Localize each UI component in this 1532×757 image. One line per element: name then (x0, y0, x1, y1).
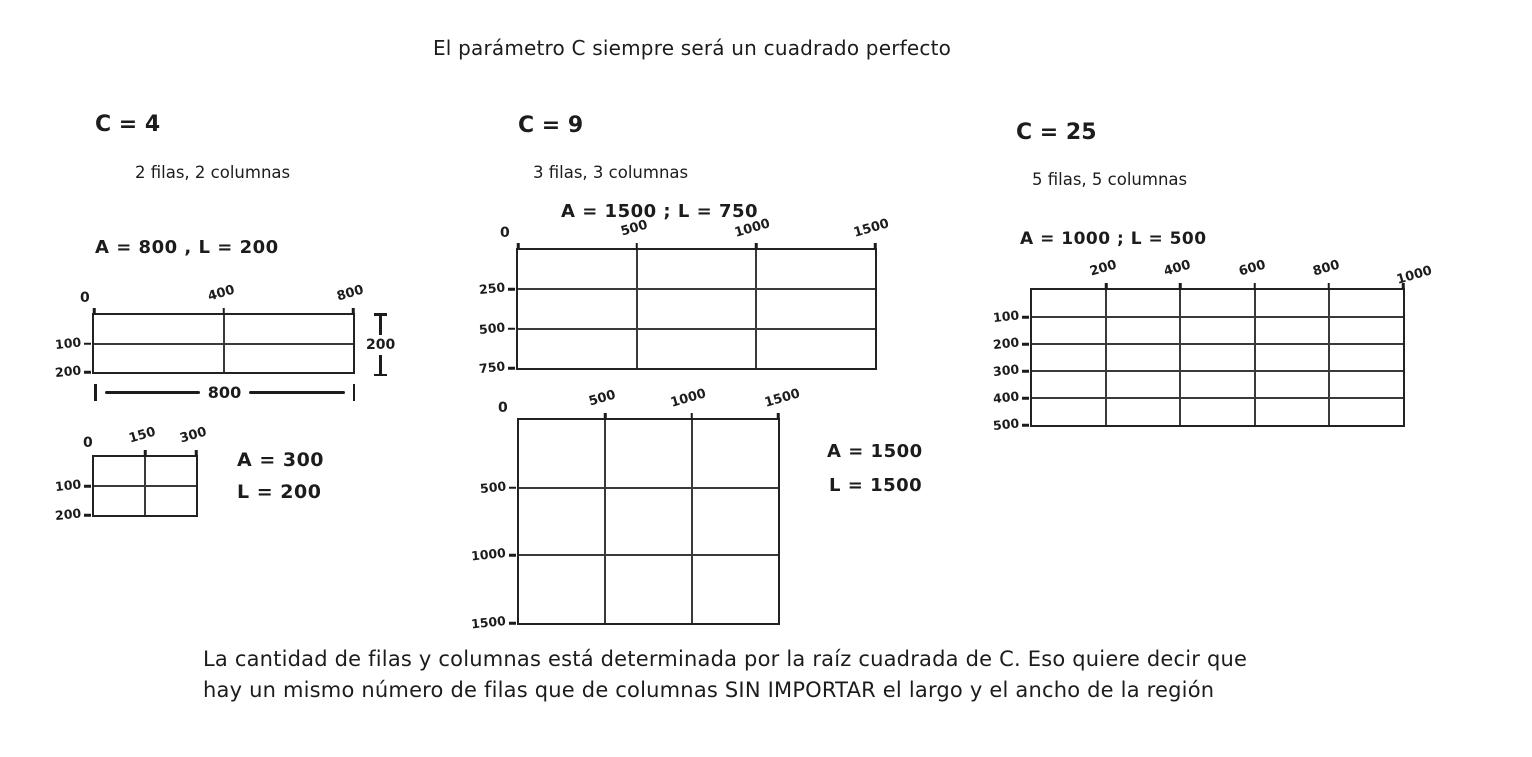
bracket-cap (353, 384, 356, 401)
tick-mark (636, 243, 639, 250)
tick-label: 100 (54, 333, 82, 352)
grid-line (519, 487, 778, 489)
tick-mark (874, 243, 877, 250)
c25-heading: C = 25 (1016, 120, 1097, 145)
c4-subheading: 2 filas, 2 columnas (135, 163, 291, 182)
bracket-cap (374, 374, 387, 377)
tick-label: 1000 (470, 545, 507, 564)
tick-mark (1253, 283, 1256, 290)
tick-mark (1022, 424, 1029, 427)
grid-line (94, 485, 196, 487)
tick-label: 1500 (762, 386, 802, 411)
tick-mark (508, 288, 515, 291)
grid-line (755, 250, 757, 368)
tick-label: 0 (83, 435, 93, 451)
c4-grid-300x200 (54, 424, 209, 524)
tick-mark (755, 243, 758, 250)
tick-mark (1105, 283, 1108, 290)
page-title: El parámetro C siempre será un cuadrado perfecto (432, 36, 952, 60)
tick-label: 200 (54, 505, 82, 524)
tick-mark (352, 308, 355, 315)
tick-label: 250 (478, 279, 506, 298)
c4-heading: C = 4 (95, 112, 161, 137)
tick-mark (1022, 316, 1029, 319)
c9-subheading: 3 filas, 3 columnas (533, 163, 689, 182)
tick-mark (508, 367, 515, 370)
tick-label: 500 (619, 217, 650, 240)
c9-grid-1500x750 (478, 216, 891, 377)
tick-mark (509, 554, 516, 557)
grid-line (691, 420, 693, 623)
tick-label: 1500 (851, 216, 891, 241)
height-dimension-bracket (366, 313, 395, 376)
bracket-line (105, 391, 200, 394)
bracket-line (379, 355, 382, 374)
footer-line-2: hay un mismo número de filas que de columnas SIN IMPORTAR el largo y el ancho de la región (203, 678, 1215, 702)
tick-mark (509, 486, 516, 489)
bracket-cap (94, 384, 97, 401)
grid-line (1032, 370, 1403, 372)
c9-square-grid-area-label: A = 1500 (827, 441, 923, 462)
c9-heading: C = 9 (518, 113, 584, 138)
tick-mark (84, 342, 91, 345)
tick-mark (84, 485, 91, 488)
footer-line-1: La cantidad de filas y columnas está determinada por la raíz cuadrada de C. Eso quiere decir que (203, 647, 1248, 671)
tick-label: 1500 (470, 612, 507, 632)
grid-line (1328, 290, 1330, 425)
tick-mark (144, 450, 147, 457)
tick-mark (84, 514, 91, 517)
tick-label: 0 (80, 290, 90, 306)
tick-label: 300 (992, 361, 1020, 380)
tick-mark (777, 413, 780, 420)
tick-label: 400 (992, 388, 1020, 407)
tick-label: 1000 (732, 216, 772, 241)
tick-label: 0 (500, 225, 510, 241)
tick-label: 500 (992, 415, 1020, 434)
c4-small-grid-length-label: L = 200 (237, 481, 322, 503)
grid-line (518, 288, 875, 290)
width-dimension-label: 800 (207, 383, 242, 402)
tick-label: 200 (992, 334, 1020, 353)
tick-label: 500 (478, 319, 506, 337)
grid-line (1254, 290, 1256, 425)
tick-mark (508, 327, 515, 330)
tick-mark (509, 622, 516, 625)
bracket-line (249, 391, 344, 394)
tick-mark (1022, 343, 1029, 346)
tick-label: 750 (478, 358, 506, 377)
tick-label: 0 (498, 400, 508, 416)
bracket-line (379, 316, 382, 335)
grid-line (1032, 397, 1403, 399)
tick-mark (517, 243, 520, 250)
c25-subheading: 5 filas, 5 columnas (1032, 170, 1188, 189)
grid-line (1032, 316, 1403, 318)
c9-grid-1500x1500 (470, 386, 802, 632)
height-dimension-label: 200 (366, 336, 396, 353)
tick-mark (1022, 370, 1029, 373)
grid-line (1105, 290, 1107, 425)
footer-note (203, 644, 1247, 706)
grid-line (518, 328, 875, 330)
c25-area-length-label: A = 1000 ; L = 500 (1020, 229, 1207, 249)
tick-label: 150 (127, 424, 158, 447)
tick-mark (1179, 283, 1182, 290)
c4-area-length-label: A = 800 , L = 200 (95, 237, 279, 258)
grid-line (636, 250, 638, 368)
tick-mark (222, 308, 225, 315)
tick-label: 800 (335, 282, 366, 305)
tick-mark (84, 371, 91, 374)
grid-line (1032, 343, 1403, 345)
tick-label: 600 (1236, 257, 1267, 280)
tick-label: 500 (479, 478, 507, 496)
grid-line (604, 420, 606, 623)
tick-mark (1328, 283, 1331, 290)
tick-mark (690, 413, 693, 420)
tick-label: 1000 (668, 386, 708, 411)
tick-label: 100 (992, 307, 1020, 326)
tick-label: 400 (205, 282, 236, 305)
grid-line (94, 343, 353, 345)
tick-label: 200 (54, 362, 82, 381)
tick-mark (93, 308, 96, 315)
tick-mark (1022, 397, 1029, 400)
tick-label: 100 (54, 476, 82, 495)
width-dimension-line (94, 383, 355, 402)
c4-small-grid-area-label: A = 300 (237, 449, 325, 471)
c9-area-length-label: A = 1500 ; L = 750 (561, 201, 759, 222)
c9-square-grid-length-label: L = 1500 (829, 475, 923, 496)
tick-label: 200 (1088, 257, 1119, 280)
grid-line (519, 554, 778, 556)
c25-grid-1000x500 (992, 257, 1434, 434)
c4-grid-800x200 (54, 282, 396, 402)
tick-label: 1000 (1394, 263, 1434, 288)
tick-mark (195, 450, 198, 457)
grid-line (1179, 290, 1181, 425)
tick-label: 500 (587, 387, 618, 410)
tick-mark (604, 413, 607, 420)
tick-label: 300 (178, 424, 209, 447)
tick-label: 800 (1310, 257, 1342, 280)
tick-label: 400 (1162, 257, 1193, 280)
